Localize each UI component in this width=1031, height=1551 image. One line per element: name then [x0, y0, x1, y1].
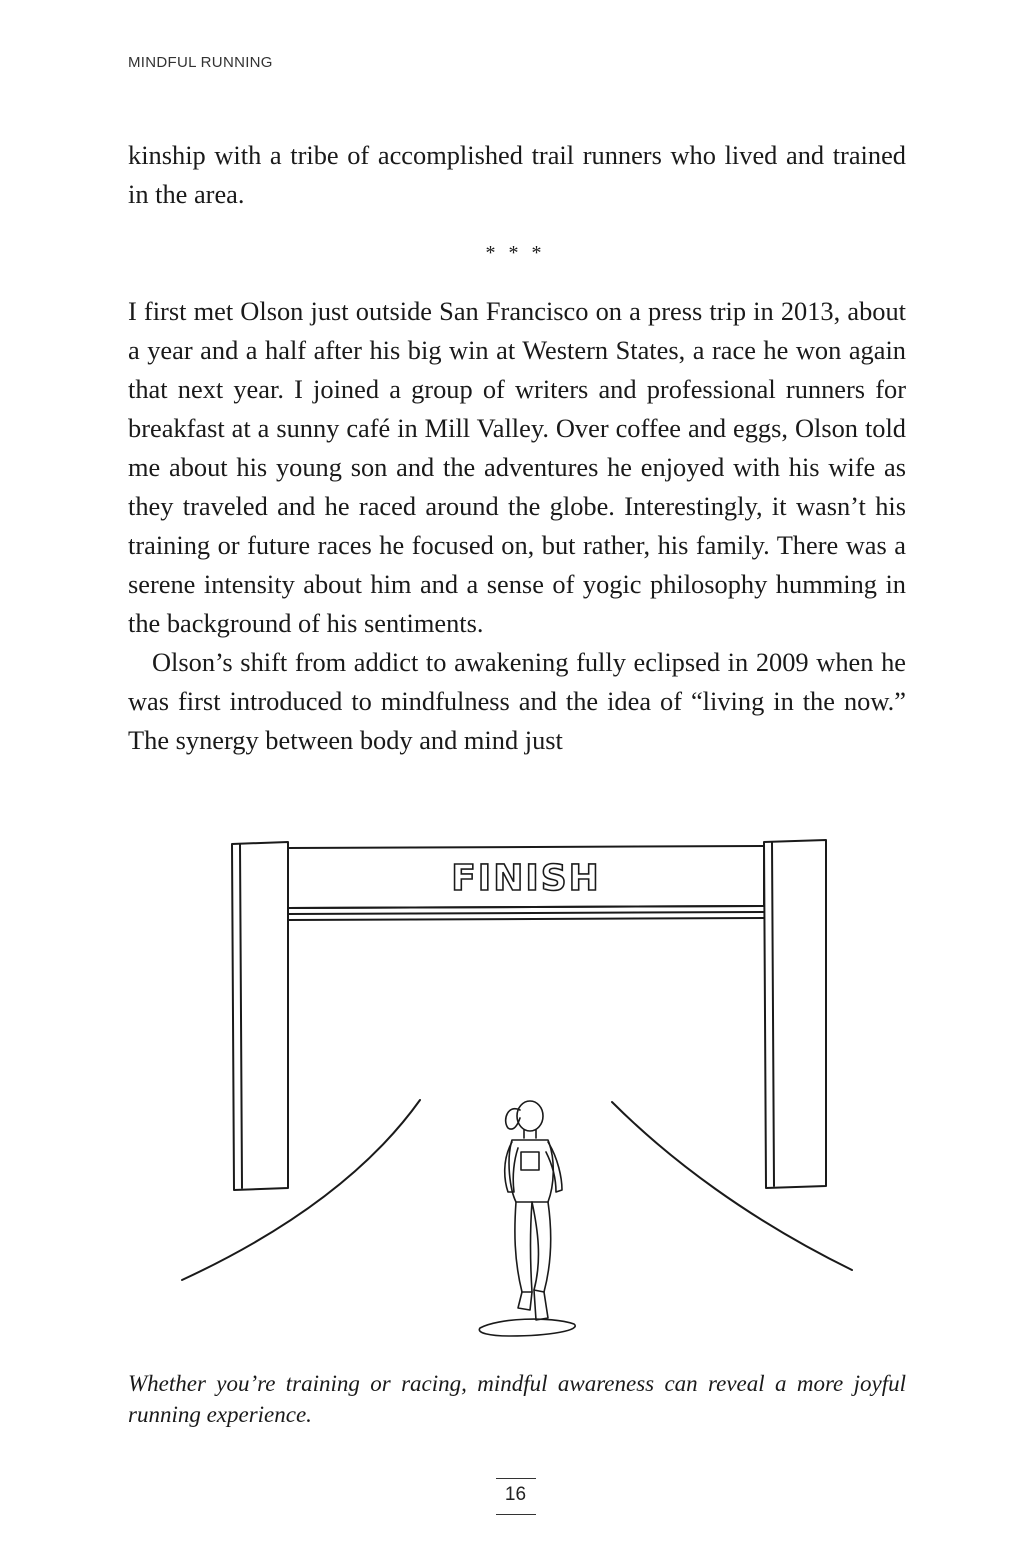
figure-caption: Whether you’re training or racing, mindful awareness can reveal a more joyful running experience.	[128, 1371, 906, 1427]
left-pillar	[232, 842, 288, 1190]
paragraph-2: I first met Olson just outside San Francisco on a press trip in 2013, about a year and a half after his big win at Western States, a race he won again that next year. I joined a group of writers and professional runners for breakfast at a sunny café in Mill Valley. Over coffee and eggs, Olson told me about his young son and the adventures he enjoyed with his wife as they traveled and he raced around the globe. Interestingly, it wasn’t his training or future races he focused on, but rather, his family. There was a serene intensity about him and a sense of yogic philosophy humming in the background of his sentiments.	[128, 296, 906, 638]
finish-banner-text: FINISH	[451, 858, 601, 899]
finish-line-illustration	[170, 830, 870, 1360]
paragraph-1-text: kinship with a tribe of accomplished trail runners who lived and trained in the area.	[128, 140, 906, 209]
paragraph-3: Olson’s shift from addict to awakening fully eclipsed in 2009 when he was first introduced to mindfulness and the idea of “living in the now.” The synergy between body and mind just	[128, 647, 906, 755]
page-number-rule-bottom	[496, 1514, 536, 1515]
road-left-edge	[182, 1100, 420, 1280]
running-head: MINDFUL RUNNING	[128, 54, 273, 71]
scene-break: * * *	[485, 242, 546, 264]
page-number: 16	[504, 1484, 527, 1505]
right-pillar	[764, 840, 826, 1188]
runner-figure	[479, 1101, 575, 1336]
paragraph-1	[128, 136, 906, 214]
body-section	[128, 292, 906, 760]
page-number-rule-top	[496, 1478, 536, 1479]
